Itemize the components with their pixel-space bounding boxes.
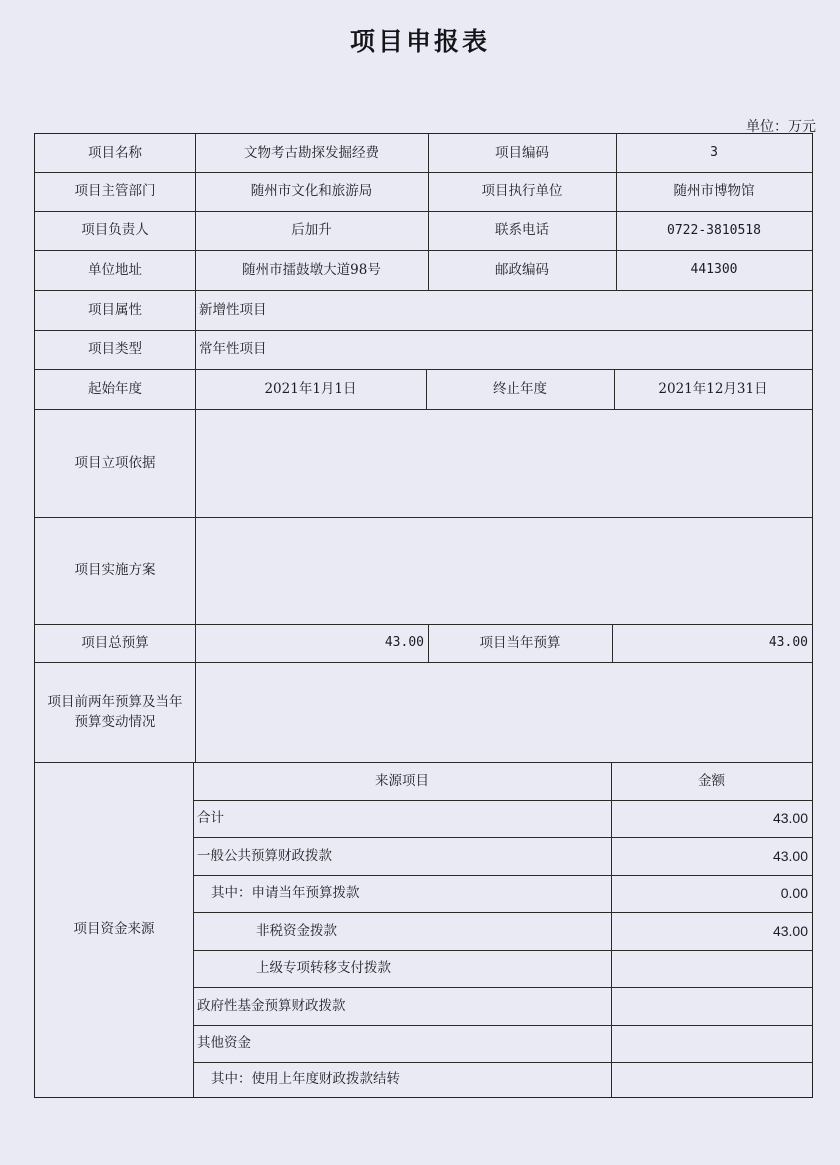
basis-value: [195, 409, 812, 517]
budget-change-label: [35, 662, 195, 762]
funding-row-transfer-amount: [611, 950, 812, 987]
funding-section-label: 项目资金来源: [73, 921, 155, 938]
exec-label: 项目执行单位: [481, 183, 563, 200]
funding-col-source: 来源项目: [375, 772, 429, 789]
type-label: 项目类型: [88, 341, 142, 358]
year-budget-value: 43.00: [768, 635, 808, 651]
funding-row-current-year-amount: 0.00: [780, 885, 808, 901]
funding-row-other-amount: [611, 1025, 812, 1062]
end-label: 终止年度: [493, 380, 547, 397]
exec-value: 随州市博物馆: [673, 183, 755, 200]
attr-value: 新增性项目: [199, 301, 267, 318]
budget-change-value: [195, 662, 812, 762]
postcode-label: 邮政编码: [495, 261, 549, 278]
funding-row-carryover-label: 其中：使用上年度财政拨款结转: [211, 1071, 400, 1088]
start-label: 起始年度: [88, 380, 142, 397]
project-code-label: 项目编码: [495, 144, 549, 161]
funding-row-total-label: 合计: [197, 810, 224, 827]
basis-label: 项目立项依据: [74, 454, 156, 471]
funding-row-gov-fund-amount: [611, 987, 812, 1025]
funding-row-nontax-amount: 43.00: [772, 922, 808, 939]
phone-value: 0722-3810518: [667, 222, 761, 238]
application-table: [34, 133, 813, 1098]
project-name-value: 文物考古勘探发掘经费: [244, 144, 379, 161]
project-name-label: 项目名称: [88, 144, 142, 161]
type-value: 常年性项目: [199, 341, 267, 358]
leader-value: 后加升: [291, 222, 332, 239]
dept-label: 项目主管部门: [74, 183, 156, 200]
unit-label: 单位：万元: [746, 119, 816, 135]
budget-change-label-line1: 项目前两年预算及当年: [47, 693, 183, 710]
plan-value: [195, 517, 812, 624]
funding-row-nontax-label: 非税资金拨款: [256, 922, 337, 939]
funding-row-current-year-label: 其中：申请当年预算拨款: [211, 885, 360, 902]
project-code-value: 3: [710, 145, 718, 161]
address-label: 单位地址: [88, 261, 142, 278]
dept-value: 随州市文化和旅游局: [250, 183, 373, 200]
funding-row-general-amount: 43.00: [772, 847, 808, 864]
start-value: 2021年1月1日: [264, 380, 357, 397]
funding-row-transfer-label: 上级专项转移支付拨款: [256, 960, 391, 977]
funding-row-carryover-amount: [611, 1062, 812, 1097]
budget-change-label-line2: 预算变动情况: [74, 714, 156, 730]
end-value: 2021年12月31日: [658, 380, 768, 397]
leader-label: 项目负责人: [81, 222, 149, 239]
funding-col-amount: 金额: [698, 772, 725, 789]
total-budget-label: 项目总预算: [81, 634, 149, 651]
funding-row-total-amount: 43.00: [772, 810, 808, 826]
postcode-value: 441300: [690, 262, 738, 278]
phone-label: 联系电话: [495, 222, 549, 239]
funding-row-other-label: 其他资金: [197, 1035, 251, 1052]
attr-label: 项目属性: [88, 301, 142, 318]
funding-row-general-label: 一般公共预算财政拨款: [197, 847, 332, 864]
address-value: 随州市擂鼓墩大道98号: [242, 261, 381, 278]
year-budget-label: 项目当年预算: [479, 634, 561, 651]
funding-row-gov-fund-label: 政府性基金预算财政拨款: [197, 997, 346, 1014]
plan-label: 项目实施方案: [74, 562, 156, 579]
total-budget-value: 43.00: [384, 635, 424, 651]
form-title: 项目申报表: [349, 27, 490, 56]
